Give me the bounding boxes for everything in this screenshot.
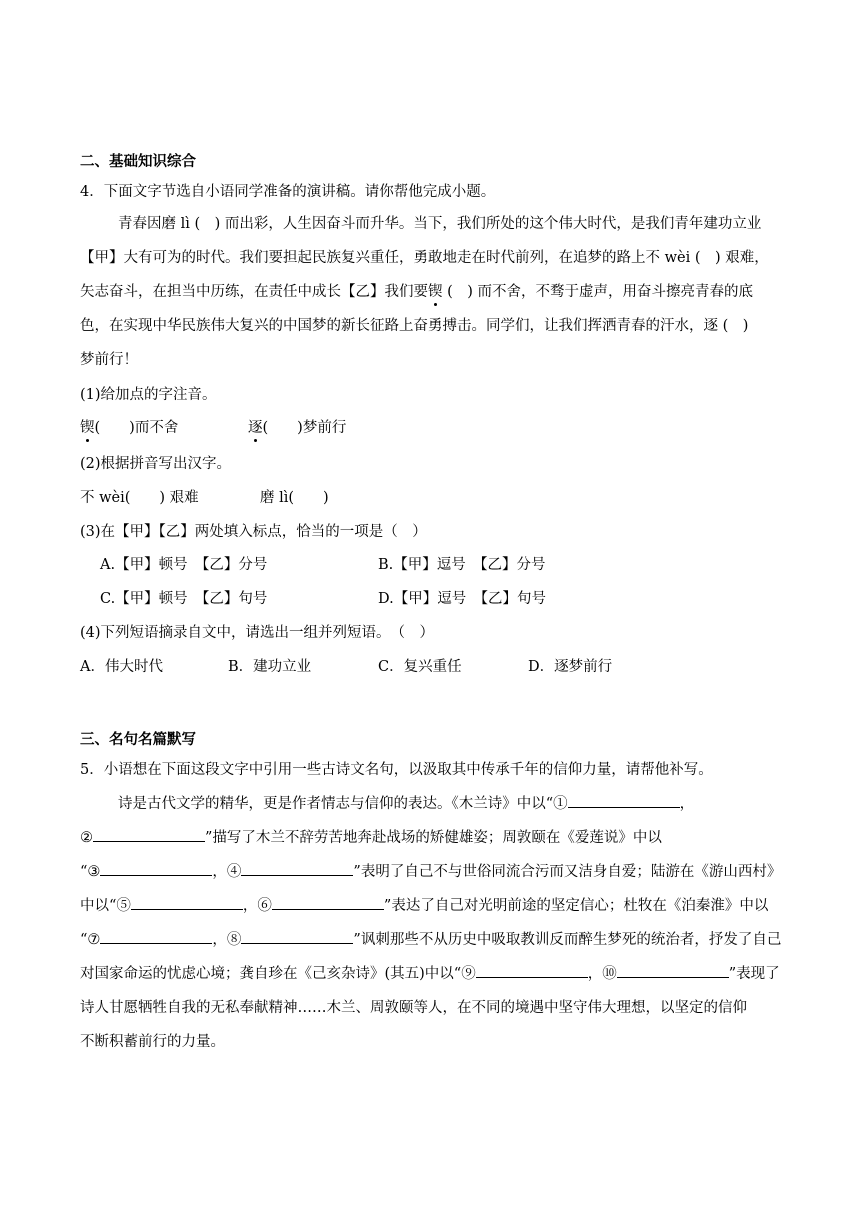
sub-question-2-a: 不 wèi( ) 艰难 bbox=[80, 490, 199, 506]
blank-9[interactable] bbox=[476, 963, 588, 978]
question-4-intro: 4．下面文字节选自小语同学准备的演讲稿。请你帮他完成小题。 bbox=[80, 184, 496, 200]
blank-10[interactable] bbox=[617, 963, 729, 978]
section-title-recitation: 三、名句名篇默写 bbox=[80, 732, 196, 748]
passage-line-4: 色，在实现中华民族伟大复兴的中国梦的新长征路上奋勇搏击。同学们，让我们挥洒青春的汗水，逐 ( ) bbox=[80, 318, 749, 334]
blank-1[interactable] bbox=[568, 793, 680, 808]
recitation-line-5: “⑦ ，⑧ ”讽刺那些不从历史中吸取教训反而醉生梦死的统治者，抒发了自己 bbox=[80, 928, 781, 949]
option-3-c: C.【甲】顿号 【乙】句号 bbox=[100, 591, 268, 607]
option-4-b: B．建功立业 bbox=[228, 659, 312, 675]
recitation-line-3: “③ ，④ ”表明了自己不与世俗同流合污而又洁身自爱；陆游在《游山西村》 bbox=[80, 860, 781, 881]
passage-line-3: 矢志奋斗，在担当中历练，在责任中成长【乙】我们要锲 ( ) 而不舍，不骛于虚声，用奋斗擦亮青春的底 bbox=[80, 280, 785, 301]
option-4-d: D．逐梦前行 bbox=[528, 659, 613, 675]
passage-line-2: 【甲】大有可为的时代。我们要担起民族复兴重任，勇敢地走在时代前列，在追梦的路上不 wèi ( ) 艰难， bbox=[80, 250, 769, 266]
dotted-char-zhu: 逐 bbox=[248, 416, 263, 437]
option-3-a: A.【甲】顿号 【乙】分号 bbox=[100, 557, 268, 573]
sub-question-2-label: (2)根据拼音写出汉字。 bbox=[80, 456, 232, 472]
sub-question-2-b: 磨 lì( ) bbox=[260, 490, 329, 506]
option-4-c: C．复兴重任 bbox=[378, 659, 462, 675]
blank-2[interactable] bbox=[93, 827, 205, 842]
sub-question-1-b: 逐( )梦前行 bbox=[248, 416, 346, 437]
recitation-line-7: 诗人甘愿牺牲自我的无私奉献精神……木兰、周敦颐等人，在不同的境遇中坚守伟大理想，以坚定的信仰 bbox=[80, 1000, 747, 1016]
sub-question-4-label: (4)下列短语摘录自文中，请选出一组并列短语。 （ ） bbox=[80, 625, 435, 641]
passage-line-1: 青春因磨 lì ( ) 而出彩，人生因奋斗而升华。当下，我们所处的这个伟大时代，是我们青年建功立业 bbox=[118, 216, 762, 232]
dotted-char-qie: 锲 bbox=[428, 280, 443, 301]
sub-question-1-label: (1)给加点的字注音。 bbox=[80, 387, 217, 403]
recitation-line-6: 对国家命运的忧虑心境；龚自珍在《己亥杂诗》(其五)中以“⑨ ，⑩ ”表现了 bbox=[80, 962, 780, 983]
dotted-char-qie-2: 锲 bbox=[80, 416, 95, 437]
option-3-d: D.【甲】逗号 【乙】句号 bbox=[378, 591, 546, 607]
recitation-line-2: ② ”描写了木兰不辞劳苦地奔赴战场的矫健雄姿；周敦颐在《爱莲说》中以 bbox=[80, 826, 662, 847]
blank-4[interactable] bbox=[241, 861, 353, 876]
recitation-line-1: 诗是古代文学的精华，更是作者情志与信仰的表达。《木兰诗》中以“① ， bbox=[118, 792, 694, 813]
recitation-line-8: 不断积蓄前行的力量。 bbox=[80, 1034, 225, 1050]
recitation-line-4: 中以“⑤ ，⑥ ”表达了自己对光明前途的坚定信心；杜牧在《泊秦淮》中以 bbox=[80, 894, 768, 915]
blank-3[interactable] bbox=[100, 861, 212, 876]
section-title-basics: 二、基础知识综合 bbox=[80, 154, 196, 170]
blank-8[interactable] bbox=[241, 929, 353, 944]
blank-7[interactable] bbox=[100, 929, 212, 944]
blank-6[interactable] bbox=[272, 895, 384, 910]
sub-question-3-label: (3)在【甲】【乙】两处填入标点，恰当的一项是（ ） bbox=[80, 524, 427, 540]
option-4-a: A．伟大时代 bbox=[80, 659, 163, 675]
passage-line-5: 梦前行！ bbox=[80, 352, 138, 368]
question-5-intro: 5．小语想在下面这段文字中引用一些古诗文名句，以汲取其中传承千年的信仰力量，请帮他补写。 bbox=[80, 762, 713, 778]
option-3-b: B.【甲】逗号 【乙】分号 bbox=[378, 557, 546, 573]
sub-question-1-a: 锲( )而不舍 bbox=[80, 416, 178, 437]
blank-5[interactable] bbox=[131, 895, 243, 910]
